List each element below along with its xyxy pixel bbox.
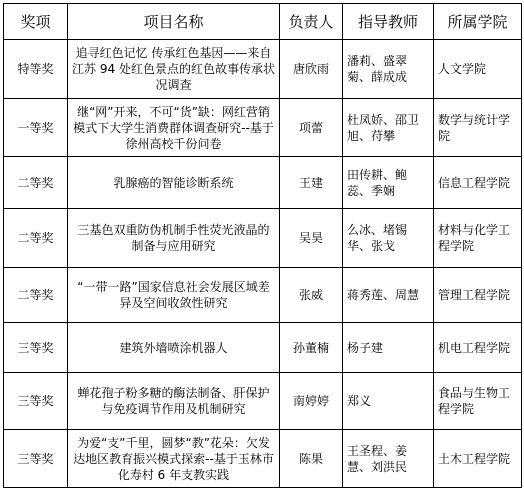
table-row xyxy=(4,268,522,323)
project-cell: 三基色双重防伪机制手性荧光液晶的制备与应用研究 xyxy=(68,209,280,268)
award-cell: 二等奖 xyxy=(4,157,68,209)
advisor-cell: 潘莉、盛翠菊、薛成成 xyxy=(343,40,434,99)
advisor-cell: 杨子建 xyxy=(343,323,434,373)
table-row xyxy=(4,157,522,209)
advisor-cell: 田传耕、鲍蕊、季娴 xyxy=(343,157,434,209)
college-cell: 管理工程学院 xyxy=(434,268,522,323)
leader-cell: 陈果 xyxy=(280,430,343,488)
award-cell: 一等奖 xyxy=(4,99,68,157)
project-cell: 建筑外墙喷涂机器人 xyxy=(68,323,280,373)
project-cell: 蝉花孢子粉多糖的酶法制备、肝保护与免疫调节作用及机制研究 xyxy=(68,373,280,430)
project-cell: 乳腺癌的智能诊断系统 xyxy=(68,157,280,209)
award-cell: 三等奖 xyxy=(4,373,68,430)
header-award: 奖项 xyxy=(4,4,68,40)
leader-cell: 王建 xyxy=(280,157,343,209)
college-cell: 食品与生物工程学院 xyxy=(434,373,522,430)
college-cell: 机电工程学院 xyxy=(434,323,522,373)
advisor-cell: 郑义 xyxy=(343,373,434,430)
college-cell: 信息工程学院 xyxy=(434,157,522,209)
project-cell: 追寻红色记忆 传承红色基因——来自江苏 94 处红色景点的红色故事传承状况调查 xyxy=(68,40,280,99)
award-cell: 二等奖 xyxy=(4,268,68,323)
project-cell: 为爱“支”千里，圆梦“教”花朵：欠发达地区教育振兴模式探索--基于玉林市化寿村 6 年支教实践 xyxy=(68,430,280,488)
table-row xyxy=(4,430,522,488)
college-cell: 人文学院 xyxy=(434,40,522,99)
table-row xyxy=(4,99,522,157)
award-cell: 特等奖 xyxy=(4,40,68,99)
award-cell: 三等奖 xyxy=(4,323,68,373)
college-cell: 土木工程学院 xyxy=(434,430,522,488)
leader-cell: 项蕾 xyxy=(280,99,343,157)
table-row xyxy=(4,209,522,268)
advisor-cell: 杜凤娇、邵卫旭、苻攀 xyxy=(343,99,434,157)
college-cell: 材料与化学工程学院 xyxy=(434,209,522,268)
college-cell: 数学与统计学院 xyxy=(434,99,522,157)
header-row xyxy=(4,4,522,40)
project-cell: 继“网”开来，不可“货”缺：网红营销模式下大学生消费群体调查研究--基于徐州高校千份问卷 xyxy=(68,99,280,157)
awards-table xyxy=(3,3,522,488)
advisor-cell: 王圣程、姜慧、刘洪民 xyxy=(343,430,434,488)
table-row xyxy=(4,40,522,99)
table-row xyxy=(4,323,522,373)
leader-cell: 孙董楠 xyxy=(280,323,343,373)
header-project: 项目名称 xyxy=(68,4,280,40)
header-college: 所属学院 xyxy=(434,4,522,40)
award-cell: 二等奖 xyxy=(4,209,68,268)
advisor-cell: 蒋秀莲、周慧 xyxy=(343,268,434,323)
advisor-cell: 么冰、堵锡华、张戈 xyxy=(343,209,434,268)
award-cell: 三等奖 xyxy=(4,430,68,488)
header-advisor: 指导教师 xyxy=(343,4,434,40)
leader-cell: 南婷婷 xyxy=(280,373,343,430)
header-leader: 负责人 xyxy=(280,4,343,40)
table-row xyxy=(4,373,522,430)
leader-cell: 张威 xyxy=(280,268,343,323)
project-cell: “一带一路”国家信息社会发展区域差异及空间收敛性研究 xyxy=(68,268,280,323)
leader-cell: 吴昊 xyxy=(280,209,343,268)
leader-cell: 唐欣雨 xyxy=(280,40,343,99)
